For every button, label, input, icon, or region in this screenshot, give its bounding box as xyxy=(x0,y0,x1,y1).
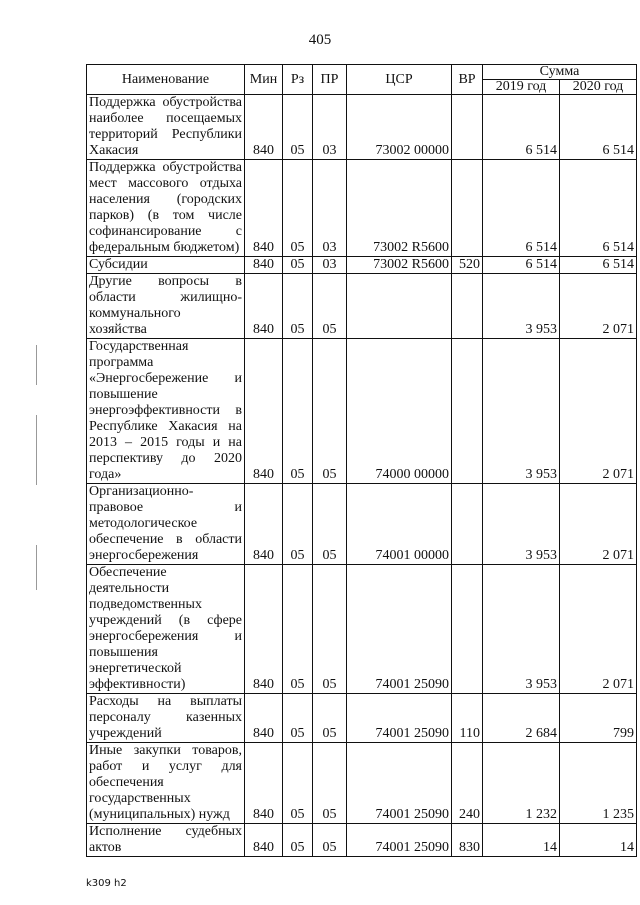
cell-vr: 520 xyxy=(452,257,483,274)
cell-rz: 05 xyxy=(283,484,313,565)
cell-2020: 1 235 xyxy=(560,743,637,824)
cell-pr: 05 xyxy=(313,694,347,743)
cell-csr: 73002 R5600 xyxy=(347,257,452,274)
cell-name: Поддержка обустройства наиболее посещаемых территорий Республики Хакасия xyxy=(87,95,245,160)
footer-code: k309 h2 xyxy=(86,878,127,889)
margin-mark xyxy=(36,345,37,385)
cell-2019: 3 953 xyxy=(483,339,560,484)
header-rz: Рз xyxy=(283,65,313,95)
cell-csr: 74001 00000 xyxy=(347,484,452,565)
cell-rz: 05 xyxy=(283,160,313,257)
cell-name: Обеспечение деятельности подведомственных учреждений (в сфере энергосбережения и повышения энергетической эффективности) xyxy=(87,565,245,694)
table-row xyxy=(87,95,637,160)
cell-min: 840 xyxy=(245,160,283,257)
cell-min: 840 xyxy=(245,257,283,274)
cell-csr: 74001 25090 xyxy=(347,824,452,857)
cell-2019: 3 953 xyxy=(483,565,560,694)
header-name: Наименование xyxy=(87,65,245,95)
table-row xyxy=(87,743,637,824)
budget-table xyxy=(86,64,637,857)
margin-mark xyxy=(36,415,37,485)
header-year-2020: 2020 год xyxy=(560,80,637,95)
cell-min: 840 xyxy=(245,95,283,160)
cell-vr: 830 xyxy=(452,824,483,857)
table-row xyxy=(87,339,637,484)
cell-pr: 05 xyxy=(313,339,347,484)
table-row xyxy=(87,274,637,339)
cell-pr: 05 xyxy=(313,824,347,857)
cell-csr: 74001 25090 xyxy=(347,565,452,694)
cell-vr xyxy=(452,484,483,565)
cell-vr xyxy=(452,274,483,339)
cell-pr: 03 xyxy=(313,257,347,274)
cell-rz: 05 xyxy=(283,565,313,694)
cell-name: Поддержка обустройства мест массового отдыха населения (городских парков) (в том числе софинансирование с федеральным бюджетом) xyxy=(87,160,245,257)
cell-name: Другие вопросы в области жилищно-коммунального хозяйства xyxy=(87,274,245,339)
cell-rz: 05 xyxy=(283,274,313,339)
cell-rz: 05 xyxy=(283,824,313,857)
header-sum: Сумма xyxy=(483,65,637,80)
cell-2019: 6 514 xyxy=(483,160,560,257)
cell-csr: 73002 00000 xyxy=(347,95,452,160)
cell-csr: 74001 25090 xyxy=(347,694,452,743)
cell-vr: 110 xyxy=(452,694,483,743)
cell-vr xyxy=(452,95,483,160)
cell-rz: 05 xyxy=(283,257,313,274)
cell-vr xyxy=(452,565,483,694)
cell-name: Исполнение судебных актов xyxy=(87,824,245,857)
cell-pr: 03 xyxy=(313,95,347,160)
cell-csr: 73002 R5600 xyxy=(347,160,452,257)
cell-pr: 05 xyxy=(313,274,347,339)
cell-min: 840 xyxy=(245,824,283,857)
table-row xyxy=(87,257,637,274)
cell-2020: 6 514 xyxy=(560,95,637,160)
cell-min: 840 xyxy=(245,565,283,694)
header-pr: ПР xyxy=(313,65,347,95)
cell-min: 840 xyxy=(245,274,283,339)
cell-2019: 3 953 xyxy=(483,484,560,565)
cell-pr: 03 xyxy=(313,160,347,257)
cell-vr: 240 xyxy=(452,743,483,824)
cell-2020: 2 071 xyxy=(560,339,637,484)
cell-pr: 05 xyxy=(313,484,347,565)
cell-min: 840 xyxy=(245,339,283,484)
cell-2020: 2 071 xyxy=(560,484,637,565)
cell-csr: 74000 00000 xyxy=(347,339,452,484)
cell-pr: 05 xyxy=(313,565,347,694)
table-row xyxy=(87,694,637,743)
cell-name: Организационно-правовое и методологическое обеспечение в области энергосбережения xyxy=(87,484,245,565)
cell-name: Государственная программа «Энергосбережение и повышение энергоэффективности в Республике Хакасия на 2013 – 2015 годы и на перспективу до 2020 года» xyxy=(87,339,245,484)
cell-2020: 799 xyxy=(560,694,637,743)
cell-2019: 1 232 xyxy=(483,743,560,824)
cell-2020: 2 071 xyxy=(560,274,637,339)
table-row xyxy=(87,160,637,257)
cell-2020: 6 514 xyxy=(560,257,637,274)
header-vr: ВР xyxy=(452,65,483,95)
table-row xyxy=(87,565,637,694)
cell-csr: 74001 25090 xyxy=(347,743,452,824)
cell-2019: 2 684 xyxy=(483,694,560,743)
cell-min: 840 xyxy=(245,743,283,824)
cell-name: Расходы на выплаты персоналу казенных учреждений xyxy=(87,694,245,743)
cell-min: 840 xyxy=(245,694,283,743)
table-row xyxy=(87,484,637,565)
cell-min: 840 xyxy=(245,484,283,565)
cell-vr xyxy=(452,339,483,484)
cell-2019: 14 xyxy=(483,824,560,857)
cell-rz: 05 xyxy=(283,339,313,484)
cell-2020: 6 514 xyxy=(560,160,637,257)
cell-name: Иные закупки товаров, работ и услуг для обеспечения государственных (муниципальных) нужд xyxy=(87,743,245,824)
cell-2020: 2 071 xyxy=(560,565,637,694)
cell-2020: 14 xyxy=(560,824,637,857)
page-number: 405 xyxy=(308,32,332,48)
header-year-2019: 2019 год xyxy=(483,80,560,95)
cell-rz: 05 xyxy=(283,694,313,743)
header-min: Мин xyxy=(245,65,283,95)
cell-rz: 05 xyxy=(283,95,313,160)
header-csr: ЦСР xyxy=(347,65,452,95)
cell-rz: 05 xyxy=(283,743,313,824)
cell-pr: 05 xyxy=(313,743,347,824)
table-row xyxy=(87,824,637,857)
cell-csr xyxy=(347,274,452,339)
cell-name: Субсидии xyxy=(87,257,245,274)
margin-mark xyxy=(36,545,37,590)
cell-2019: 3 953 xyxy=(483,274,560,339)
cell-2019: 6 514 xyxy=(483,257,560,274)
cell-vr xyxy=(452,160,483,257)
cell-2019: 6 514 xyxy=(483,95,560,160)
